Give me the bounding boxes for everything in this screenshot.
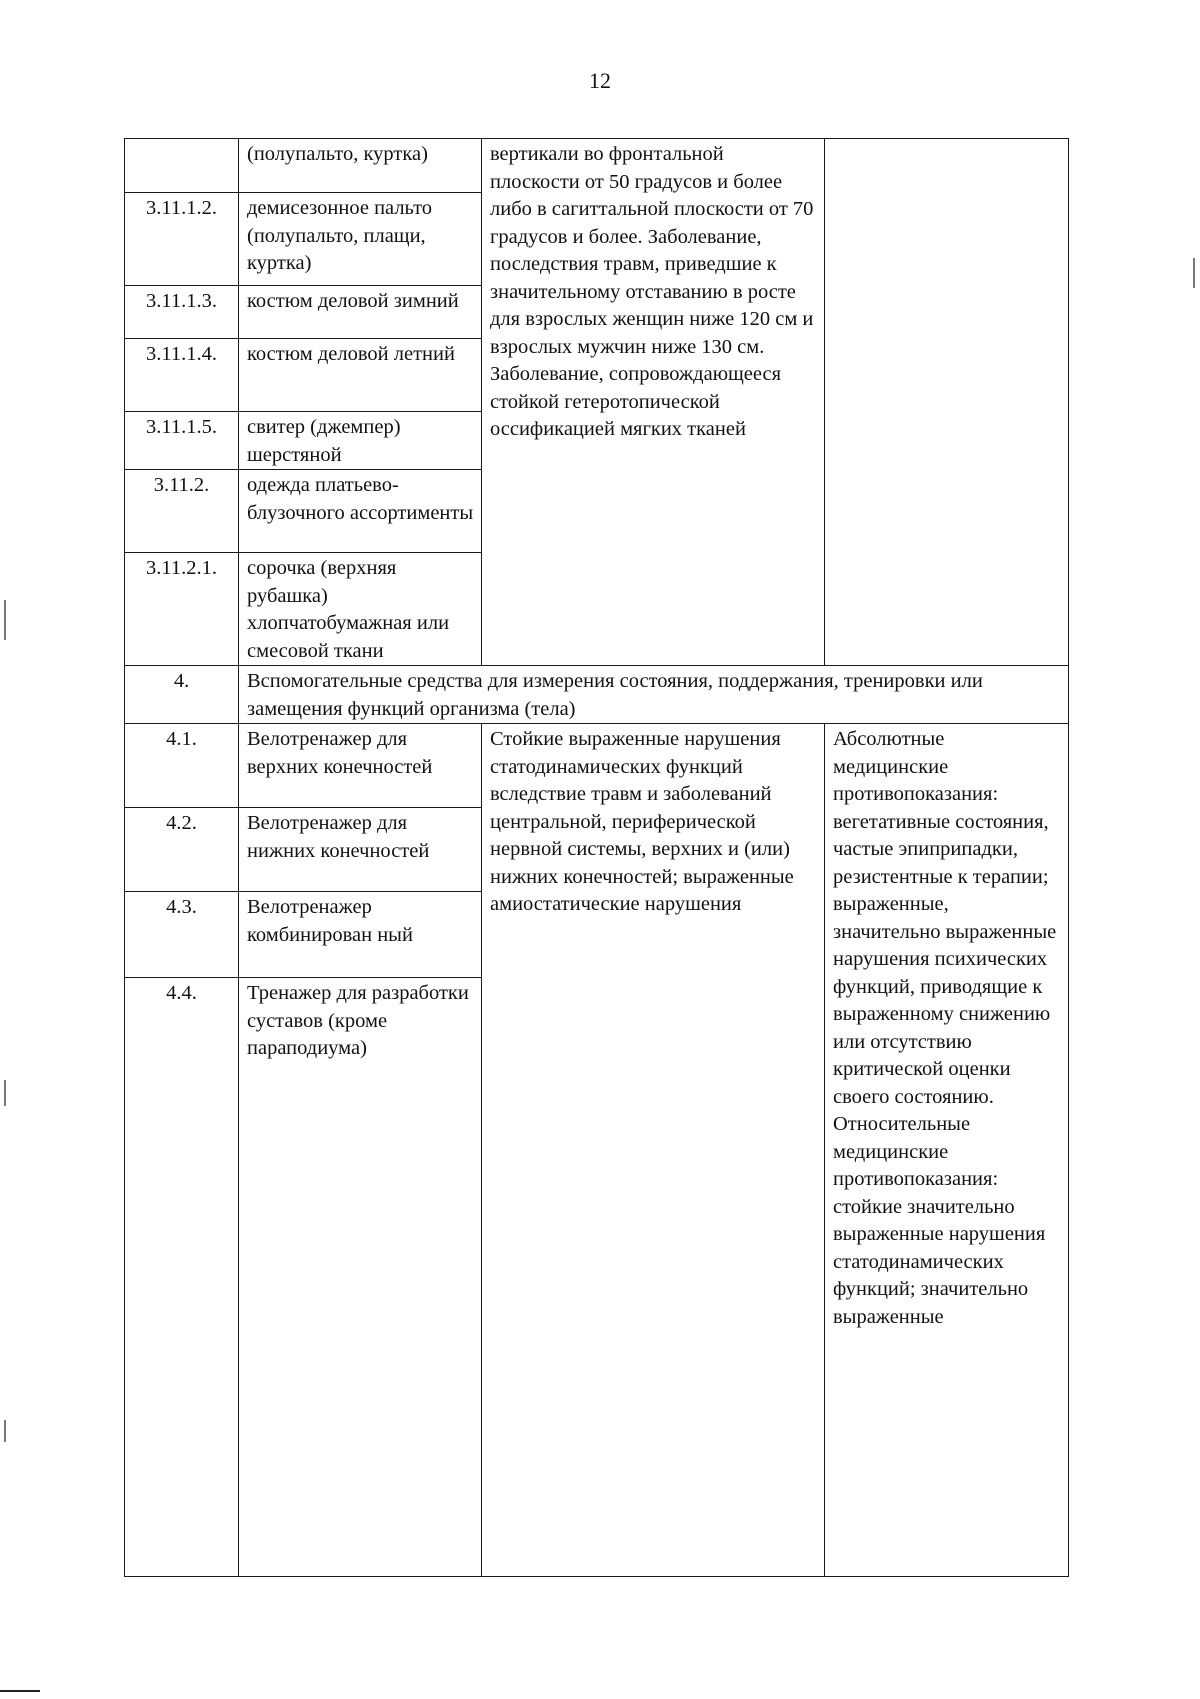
row-number: 4. — [125, 666, 239, 724]
item-name: одежда платьево-блузочного ассортименты — [239, 470, 482, 553]
row-number: 3.11.2. — [125, 470, 239, 553]
item-name: Велотренажер для верхних конечностей — [239, 724, 482, 808]
item-name: Велотренажер для нижних конечностей — [239, 808, 482, 892]
device-table — [124, 138, 1069, 1577]
item-name: Велотренажер комбинирован ный — [239, 892, 482, 978]
row-number: 3.11.1.2. — [125, 193, 239, 286]
item-name: (полупальто, куртка) — [239, 139, 482, 193]
row-number — [125, 139, 239, 193]
row-number: 3.11.1.4. — [125, 339, 239, 412]
item-name: свитер (джемпер) шерстяной — [239, 412, 482, 470]
contraindications-cell: Абсолютные медицинские противопоказания: вегетативные состояния, частые эпиприпадки, резистентные к терапии; выраженные, значительно выраженные нарушения психических функций, приводящие к выраженному снижению или отсутствию критической оценки своего состоянию. Относительные медицинские противопоказания: стойкие значительно выраженные нарушения статодинамических функций; значительно выраженные — [825, 724, 1069, 1577]
scan-artifact — [1193, 258, 1195, 288]
row-number: 3.11.1.3. — [125, 286, 239, 339]
scan-artifact — [0, 1690, 40, 1692]
row-number: 4.4. — [125, 978, 239, 1577]
row-number: 4.3. — [125, 892, 239, 978]
row-number: 4.1. — [125, 724, 239, 808]
row-number: 3.11.1.5. — [125, 412, 239, 470]
contraindications-cell — [825, 139, 1069, 666]
indications-cell: вертикали во фронтальной плоскости от 50 градусов и более либо в сагиттальной плоскости от 70 градусов и более. Заболевание, последствия травм, приведшие к значительному отставанию в росте для взрослых женщин ниже 120 см и взрослых мужчин ниже 130 см. Заболевание, сопровождающееся стойкой гетеротопической оссификацией мягких тканей — [482, 139, 825, 666]
item-name: Тренажер для разработки суставов (кроме параподиума) — [239, 978, 482, 1577]
indications-cell: Стойкие выраженные нарушения статодинамических функций вследствие травм и заболеваний центральной, периферической нервной системы, верхних и (или) нижних конечностей; выраженные амиостатические нарушения — [482, 724, 825, 1577]
section-title: Вспомогательные средства для измерения состояния, поддержания, тренировки или замещения функций организма (тела) — [239, 666, 1069, 724]
table-row — [125, 724, 1069, 808]
scan-artifact — [4, 600, 6, 640]
page-number: 12 — [589, 68, 611, 93]
table-row — [125, 139, 1069, 193]
item-name: костюм деловой летний — [239, 339, 482, 412]
scan-artifact — [4, 1080, 6, 1106]
item-name: демисезонное пальто (полупальто, плащи, куртка) — [239, 193, 482, 286]
row-number: 4.2. — [125, 808, 239, 892]
scan-artifact — [4, 1420, 6, 1442]
item-name: костюм деловой зимний — [239, 286, 482, 339]
row-number: 3.11.2.1. — [125, 553, 239, 666]
item-name: сорочка (верхняя рубашка) хлопчатобумажная или смесовой ткани — [239, 553, 482, 666]
section-row — [125, 666, 1069, 724]
